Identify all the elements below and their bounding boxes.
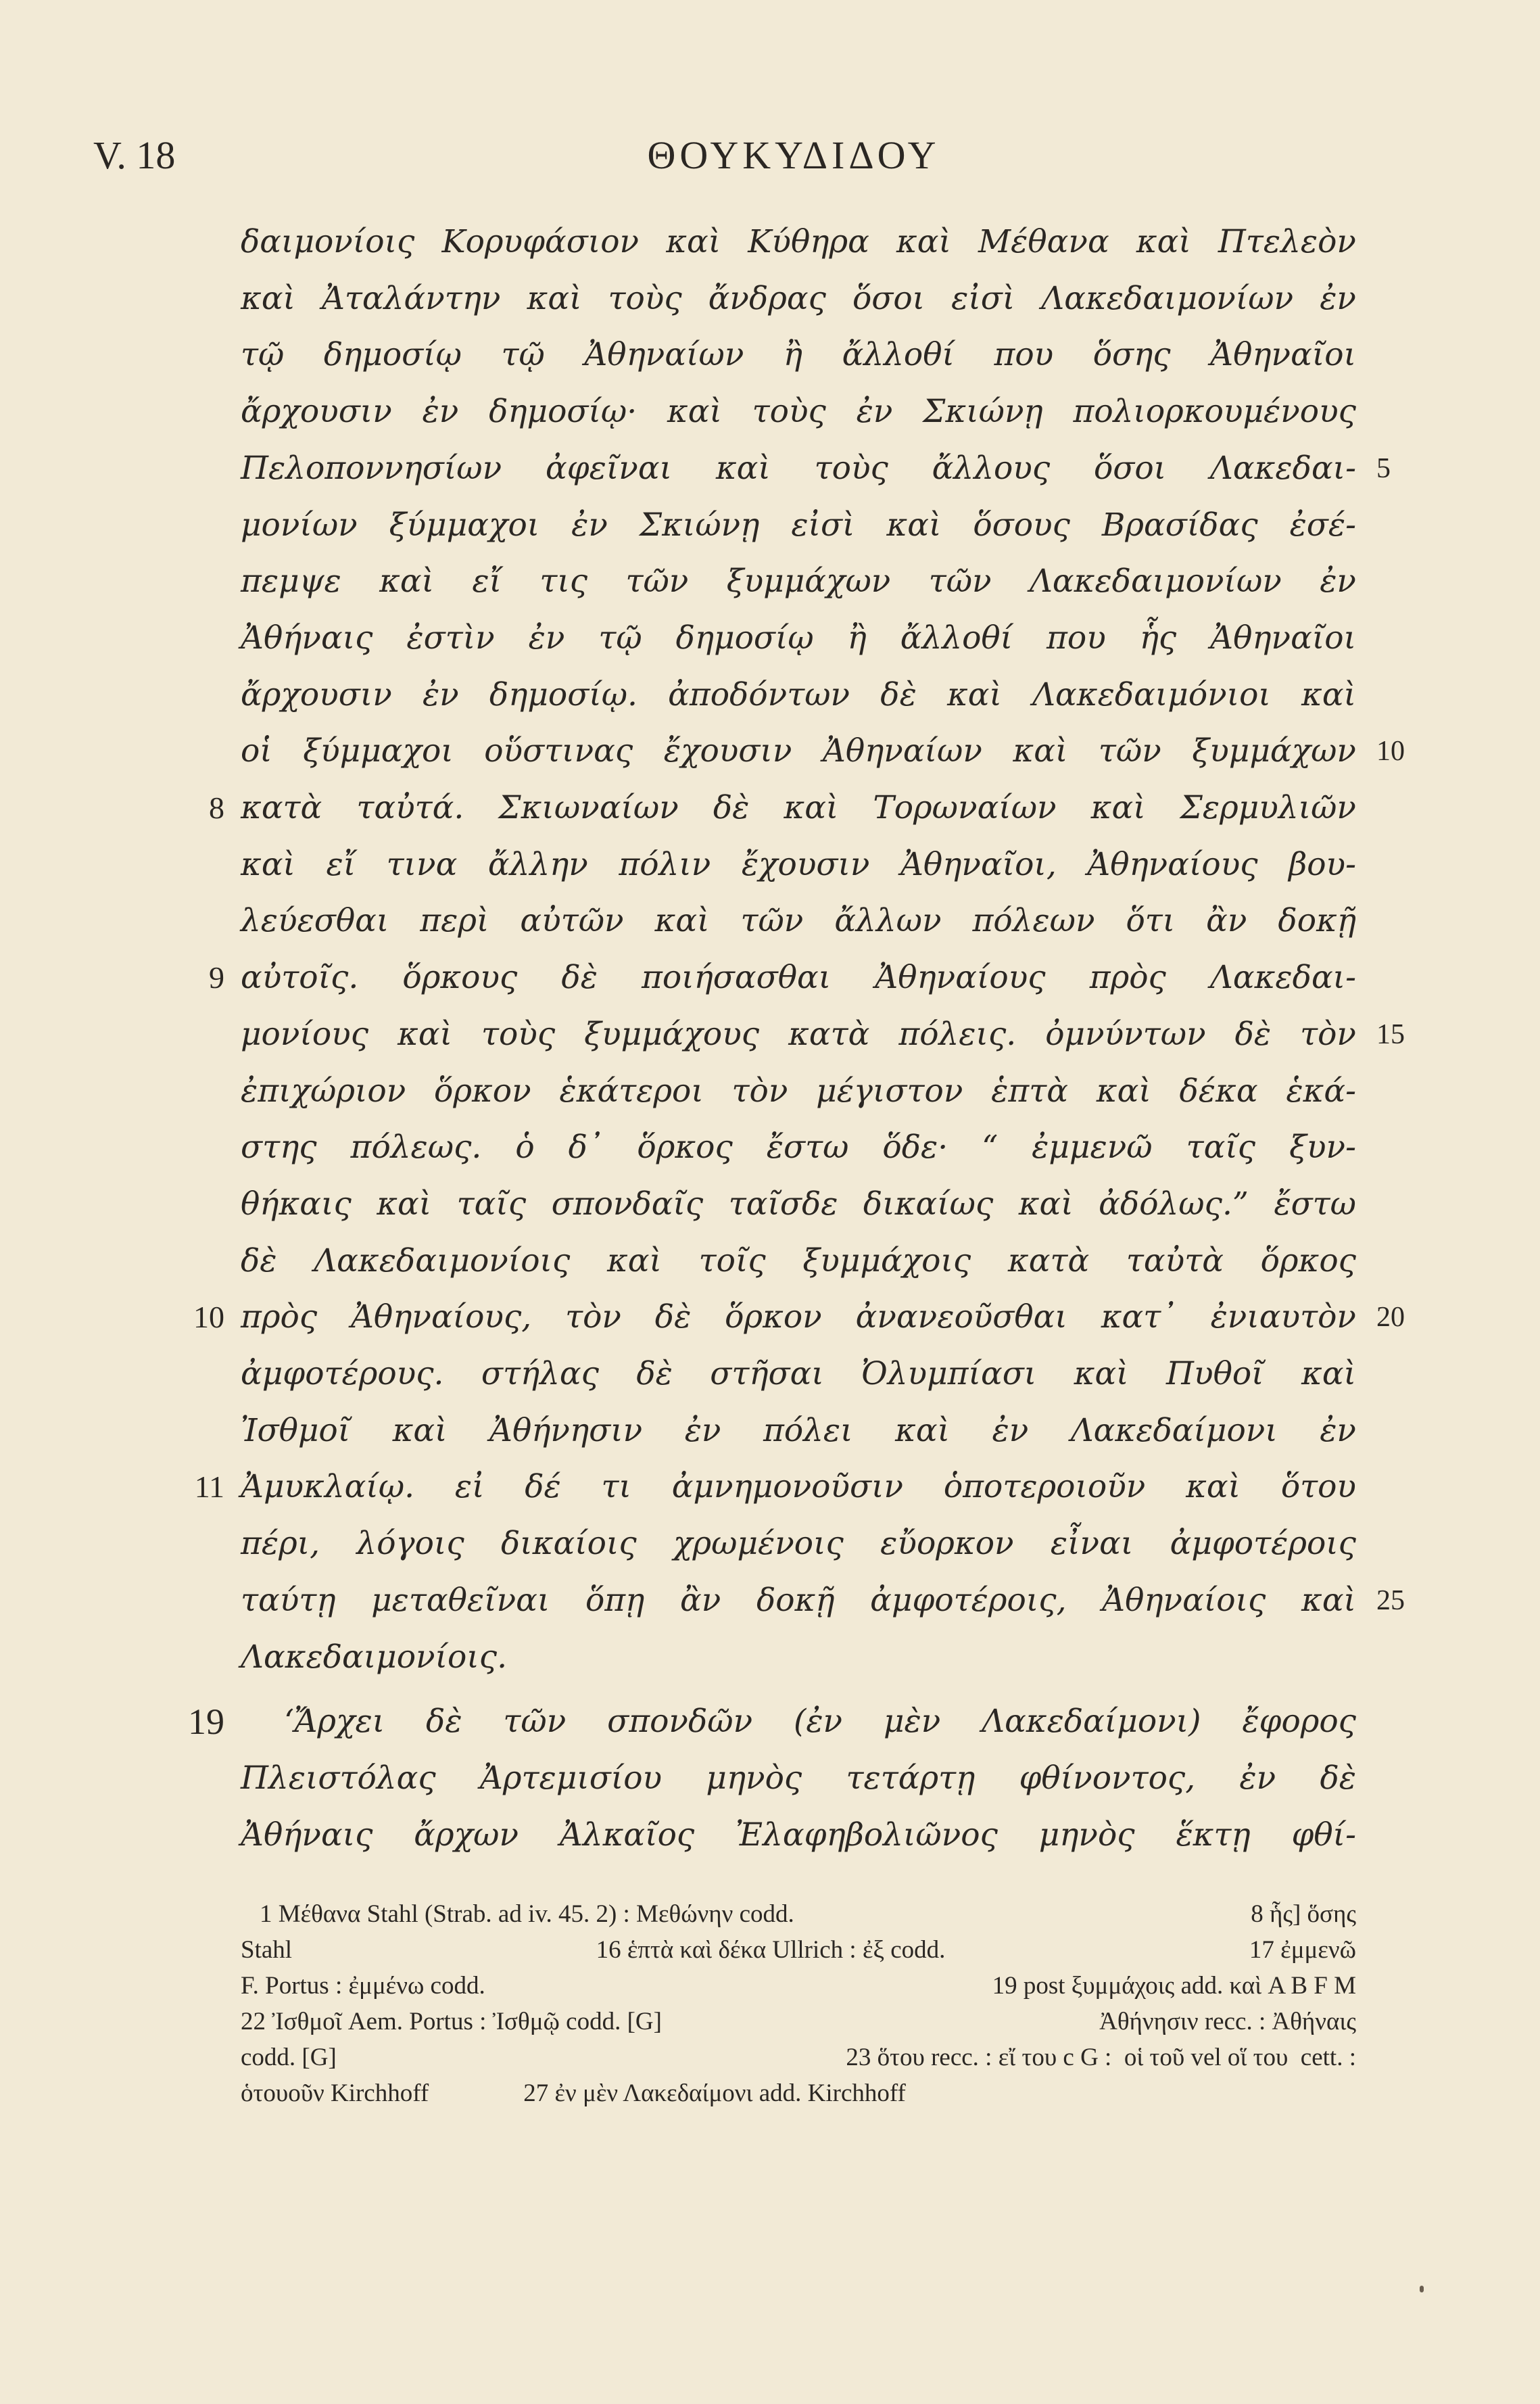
- text-line: Ἀθήναις ἄρχων Ἀλκαῖος Ἐλαφηβολιῶνος μηνὸς ἕκτῃ φθί-: [241, 1816, 1356, 1854]
- footnote-line: [241, 1932, 1356, 1968]
- footnote-entry: 8 ἧς] ὅσης: [1251, 1900, 1356, 1928]
- text-line: αὐτοῖς. ὅρκους δὲ ποιήσασθαι Ἀθηναίους πρὸς Λακεδαι-: [241, 959, 1356, 997]
- footnote-entry: 17 ἐμμενῶ: [1249, 1936, 1356, 1964]
- footnote-entry: 27 ἐν μὲν Λακεδαίμονι add. Kirchhoff: [523, 2079, 906, 2107]
- text-line: ‘Ἄρχει δὲ τῶν σπονδῶν (ἐν μὲν Λακεδαίμονι) ἔφορος: [284, 1703, 1356, 1741]
- text-line: καὶ Ἀταλάντην καὶ τοὺς ἄνδρας ὅσοι εἰσὶ Λακεδαιμονίων ἐν: [241, 279, 1356, 317]
- section-reference: V. 18: [93, 133, 176, 177]
- line-number: 20: [1376, 1302, 1405, 1334]
- text-line: Ἀμυκλαίῳ. εἰ δέ τι ἀμνημονοῦσιν ὁποτεροιοῦν καὶ ὅτου: [241, 1468, 1356, 1506]
- text-line: ἄρχουσιν ἐν δημοσίῳ· καὶ τοὺς ἐν Σκιώνῃ πολιορκουμένους: [241, 393, 1356, 431]
- text-line: Ἰσθμοῖ καὶ Ἀθήνησιν ἐν πόλει καὶ ἐν Λακεδαίμονι ἐν: [241, 1411, 1356, 1449]
- text-line: πρὸς Ἀθηναίους, τὸν δὲ ὅρκον ἀνανεοῦσθαι κατ᾽ ἐνιαυτὸν: [241, 1298, 1356, 1336]
- footnote-entry: 19 post ξυμμάχοις add. καὶ A B F M: [992, 1972, 1356, 2000]
- text-line: κατὰ ταὐτά. Σκιωναίων δὲ καὶ Τορωναίων καὶ Σερμυλιῶν: [241, 789, 1356, 826]
- text-line: πέρι, λόγοις δικαίοις χρωμένοις εὔορκον εἶναι ἀμφοτέροις: [241, 1525, 1356, 1563]
- footnote-entry: F. Portus : ἐμμένω codd.: [241, 1972, 485, 2000]
- section-number: 8: [209, 791, 224, 825]
- footnote-entry: 1 Μέθανα Stahl (Strab. ad iv. 45. 2) : Μεθώνην codd.: [260, 1900, 794, 1928]
- text-line: τῷ δημοσίῳ τῷ Ἀθηναίων ἢ ἄλλοθί που ὅσης Ἀθηναῖοι: [241, 336, 1356, 374]
- text-line: Πελοποννησίων ἀφεῖναι καὶ τοὺς ἄλλους ὅσοι Λακεδαι-: [241, 449, 1356, 487]
- text-line: καὶ εἴ τινα ἄλλην πόλιν ἔχουσιν Ἀθηναῖοι, Ἀθηναίους βου-: [241, 845, 1356, 883]
- footnote-entry: ὁτουοῦν Kirchhoff: [241, 2079, 429, 2107]
- text-line: Πλειστόλας Ἀρτεμισίου μηνὸς τετάρτῃ φθίνοντος, ἐν δὲ: [241, 1759, 1356, 1797]
- footnote-entry: Stahl: [241, 1936, 293, 1964]
- text-line: ἀμφοτέρους. στήλας δὲ στῆσαι Ὀλυμπίασι καὶ Πυθοῖ καὶ: [241, 1355, 1356, 1392]
- text-line: δὲ Λακεδαιμονίοις καὶ τοῖς ξυμμάχοις κατὰ ταὐτὰ ὅρκος: [241, 1242, 1356, 1279]
- section-number: 11: [194, 1469, 224, 1505]
- footnote-entry: Ἀθήνησιν recc. : Ἀθήναις: [1099, 2008, 1356, 2035]
- text-line: θήκαις καὶ ταῖς σπονδαῖς ταῖσδε δικαίως καὶ ἀδόλως.” ἔστω: [241, 1185, 1356, 1223]
- line-number: 10: [1376, 736, 1405, 768]
- text-line: ἐπιχώριον ὅρκον ἑκάτεροι τὸν μέγιστον ἑπτὰ καὶ δέκα ἑκά-: [241, 1072, 1356, 1110]
- line-number: 5: [1376, 452, 1391, 484]
- text-line: μονίων ξύμμαχοι ἐν Σκιώνῃ εἰσὶ καὶ ὅσους Βρασίδας ἐσέ-: [241, 506, 1356, 544]
- footnote-line: [241, 2004, 1356, 2040]
- text-line: δαιμονίοις Κορυφάσιον καὶ Κύθηρα καὶ Μέθανα καὶ Πτελεὸν: [241, 223, 1356, 260]
- footnote-entry: 23 ὅτου recc. : εἴ του c G : οἱ τοῦ vel οἵ του cett. :: [846, 2044, 1356, 2071]
- text-line: οἱ ξύμμαχοι οὕστινας ἔχουσιν Ἀθηναίων καὶ τῶν ξυμμάχων: [241, 732, 1356, 770]
- line-number: 25: [1376, 1584, 1405, 1616]
- text-line: μονίους καὶ τοὺς ξυμμάχους κατὰ πόλεις. ὀμνύντων δὲ τὸν: [241, 1015, 1356, 1053]
- text-line: στης πόλεως. ὁ δ᾽ ὅρκος ἔστω ὅδε· “ ἐμμενῶ ταῖς ξυν-: [241, 1129, 1356, 1166]
- line-number: 15: [1376, 1018, 1405, 1050]
- text-line: ἄρχουσιν ἐν δημοσίῳ. ἀποδόντων δὲ καὶ Λακεδαιμόνιοι καὶ: [241, 676, 1356, 713]
- footnote-entry: codd. [G]: [241, 2044, 337, 2071]
- footnote-entry: 22 Ἰσθμοῖ Aem. Portus : Ἰσθμῷ codd. [G]: [241, 2008, 662, 2035]
- text-line: Ἀθήναις ἐστὶν ἐν τῷ δημοσίῳ ἢ ἄλλοθί που ἧς Ἀθηναῖοι: [241, 619, 1356, 657]
- text-line: λεύεσθαι περὶ αὐτῶν καὶ τῶν ἄλλων πόλεων ὅτι ἂν δοκῇ: [241, 902, 1356, 940]
- footnote-line: [260, 1896, 1356, 1932]
- footnote-line: [241, 1968, 1356, 2004]
- section-number: 19: [188, 1701, 224, 1743]
- section-number: 10: [193, 1300, 224, 1335]
- text-line: ταύτῃ μεταθεῖναι ὅπῃ ἂν δοκῇ ἀμφοτέροις, Ἀθηναίοις καὶ: [241, 1581, 1356, 1619]
- paper-speck: [1420, 2286, 1424, 2292]
- section-number: 9: [209, 960, 224, 995]
- footnote-line: [241, 2040, 1356, 2075]
- text-line: πεμψε καὶ εἴ τις τῶν ξυμμάχων τῶν Λακεδαιμονίων ἐν: [241, 563, 1356, 600]
- text-line: Λακεδαιμονίοις.: [241, 1638, 508, 1676]
- running-title: ΘΟΥΚΥΔΙΔΟΥ: [647, 133, 940, 177]
- footnote-entry: 16 ἑπτὰ καὶ δέκα Ullrich : ἐξ codd.: [596, 1936, 946, 1964]
- footnote-line: [241, 2075, 1356, 2111]
